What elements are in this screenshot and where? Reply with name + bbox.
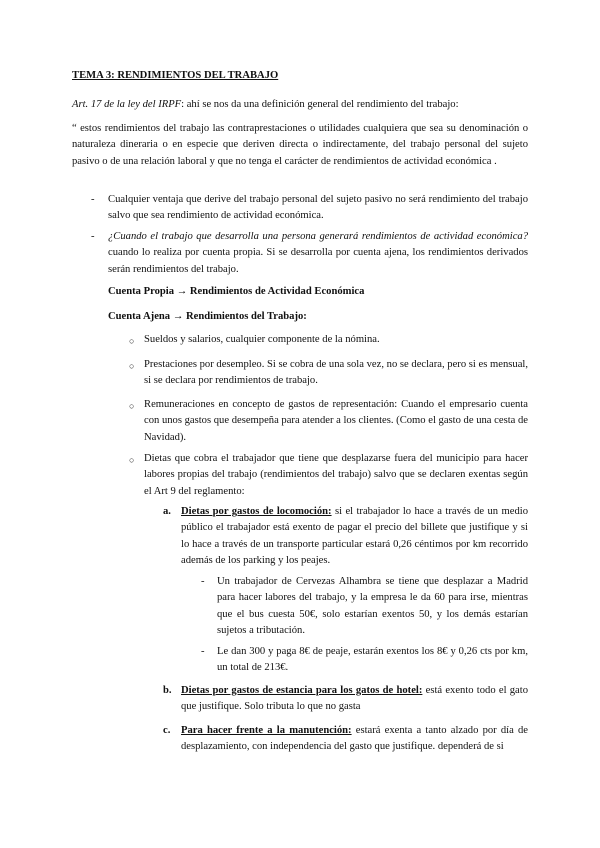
list-letter: c. xyxy=(163,725,171,736)
lettered-item xyxy=(181,504,528,570)
page-title: TEMA 3: RENDIMIENTOS DEL TRABAJO xyxy=(72,70,279,81)
lettered-item xyxy=(181,723,528,756)
list-letter: a. xyxy=(163,506,171,517)
cuenta-propia-heading: Cuenta Propia → Rendimientos de Actividad Económica xyxy=(108,286,365,297)
lettered-item xyxy=(181,683,528,716)
item-label: Para hacer frente a la manutención: xyxy=(181,725,352,736)
item-text: estará exenta a tanto alzado por día de desplazamiento, con independencia del gasto que justifique. dependerá de si xyxy=(181,725,529,753)
article-reference: Art. 17 de la ley del IRPF xyxy=(72,99,182,110)
bullet-item: Dietas que cobra el trabajador que tiene que desplazarse fuera del municipio para hacer labores propias del trabajo (rendimientos del trabajo) salvo que se declaren exentas según el Art 9 del reglamento: xyxy=(144,453,528,497)
question-text: ¿Cuando el trabajo que desarrolla una persona generará rendimientos de actividad económica? xyxy=(108,231,528,242)
dash-item: Cualquier ventaja que derive del trabajo personal del sujeto pasivo no será rendimiento del trabajo salvo que sea rendimiento de actividad económica. xyxy=(108,194,528,222)
circle-bullet-icon: ○ xyxy=(129,361,135,371)
list-letter: b. xyxy=(163,685,172,696)
item-text: si el trabajador lo hace a través de un medio público el trabajador está exento de pagar el precio del billete que justifique y si lo hace a través de un transporte particular estará 0,26 céntimos por km recorrido además de los parking y los peajes. xyxy=(181,506,528,567)
item-label: Dietas por gastos de estancia para los gatos de hotel: xyxy=(181,685,423,696)
definition-quote: “ estos rendimientos del trabajo las contraprestaciones o utilidades cualquiera que sea su denominación o naturaleza dineraria o en especie que deriven directa o indirectamente, del trabajo personal del sujeto pasivo o de una relación laboral y que no tenga el carácter de rendimientos de actividad económica . xyxy=(72,123,528,167)
circle-bullet-icon: ○ xyxy=(129,336,135,346)
example-item: Le dan 300 y paga 8€ de peaje, estarán exentos los 8€ y 0,26 cts por km, un total de 213€. xyxy=(217,646,528,674)
bullet-item: Sueldos y salarios, cualquier componente de la nómina. xyxy=(144,334,380,345)
intro-text: : ahí se nos da una definición general del rendimiento del trabajo: xyxy=(181,99,459,110)
cuenta-ajena-heading: Cuenta Ajena → Rendimientos del Trabajo: xyxy=(108,311,307,322)
intro-paragraph xyxy=(72,97,532,113)
dash-marker: - xyxy=(201,576,205,587)
dash-marker: - xyxy=(91,194,95,205)
example-item: Un trabajador de Cervezas Alhambra se tiene que desplazar a Madrid para hacer labores del trabajo, y la empresa le da 60 para irse, mientras que el bus cuesta 50€, solo estarían exentos 50, y los demás estarían sujetos a tributación. xyxy=(217,576,528,637)
circle-bullet-icon: ○ xyxy=(129,401,135,411)
item-text: está exento todo el gato que justifique. Solo tributa lo que no gasta xyxy=(181,685,528,713)
answer-text: cuando lo realiza por cuenta propia. Si se desarrolla por cuenta ajena, los rendimientos derivados serán rendimientos del trabajo. xyxy=(108,247,528,275)
dash-item xyxy=(108,229,528,278)
dash-marker: - xyxy=(201,646,205,657)
bullet-item: Remuneraciones en concepto de gastos de representación: Cuando el empresario cuenta con unos gastos que desempeña para atender a los clientes. (Como el gasto de una cesta de Navidad). xyxy=(144,399,528,443)
circle-bullet-icon: ○ xyxy=(129,455,135,465)
item-label: Dietas por gastos de locomoción: xyxy=(181,506,332,517)
dash-marker: - xyxy=(91,231,95,242)
bullet-item: Prestaciones por desempleo. Si se cobra de una sola vez, no se declara, pero si es mensual, si se declara por rendimientos de trabajo. xyxy=(144,359,528,387)
